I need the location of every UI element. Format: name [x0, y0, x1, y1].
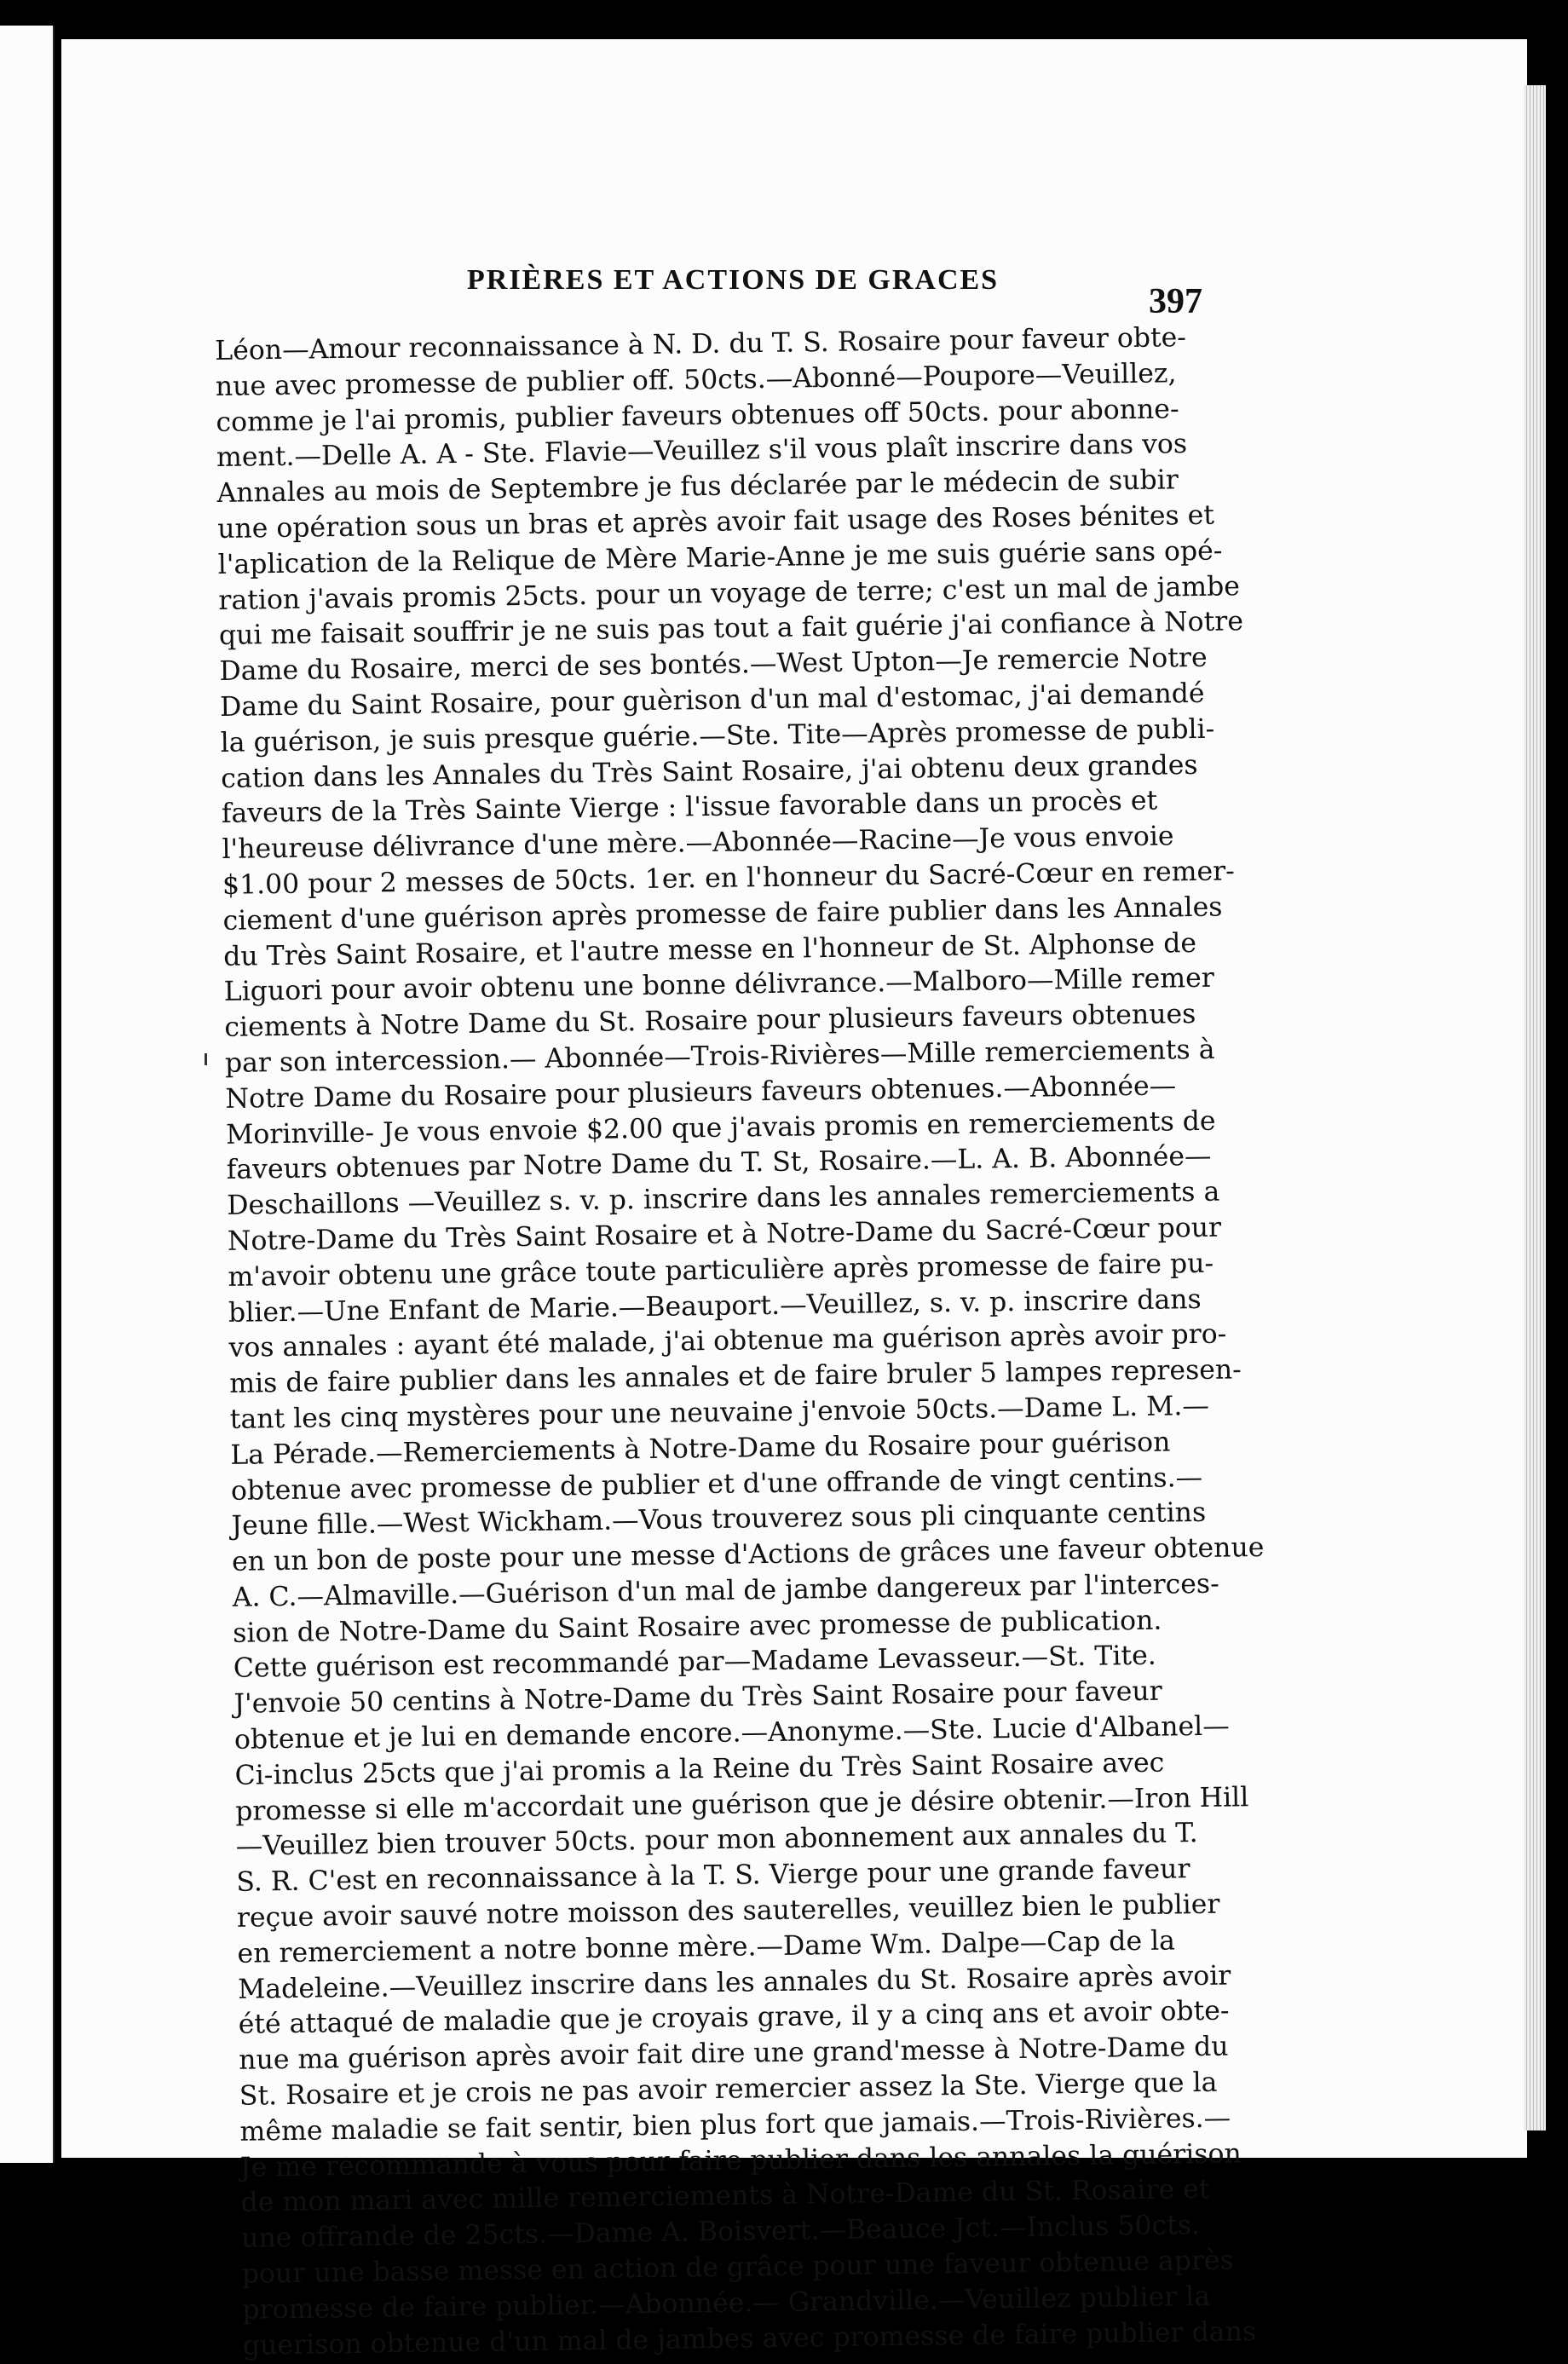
text-line: la guérison, je suis presque guérie.—Ste. Tite—Après promesse de publi-: [220, 713, 1215, 758]
text-line: Notre-Dame du Très Saint Rosaire et à Notre-Dame du Sacré-Cœur pour: [227, 1212, 1222, 1257]
text-line: reçue avoir sauvé notre moisson des sauterelles, veuillez bien le publier: [236, 1888, 1220, 1934]
text-line: l'heureuse délivrance d'une mère.—Abonnée—Racine—Je vous envoie: [222, 821, 1174, 866]
text-line: promesse si elle m'accordait une guérison que je désire obtenir.—Iron Hill: [234, 1781, 1249, 1827]
text-line: faveurs obtenues par Notre Dame du T. St, Rosaire.—L. A. B. Abonnée—: [226, 1141, 1212, 1186]
text-line: une opération sous un bras et après avoir fait usage des Roses bénites et: [216, 499, 1215, 545]
text-line: même maladie se fait sentir, bien plus fort que jamais.—Trois-Rivières.—: [239, 2102, 1231, 2148]
text-line: St. Rosaire et je crois ne pas avoir remercier assez la Ste. Vierge que la: [239, 2067, 1218, 2112]
text-line: Je me recommande à vous pour faire publier dans les annales la guérison: [239, 2138, 1242, 2183]
text-line: nue ma guérison après avoir fait dire une grand'messe à Notre-Dame du: [239, 2031, 1229, 2077]
text-line: comme je l'ai promis, publier faveurs obtenues off 50cts. pour abonne-: [216, 393, 1179, 438]
text-line: Dame du Rosaire, merci de ses bontés.—West Upton—Je remercie Notre: [219, 642, 1208, 688]
text-line: été attaqué de maladie que je croyais grave, il y a cinq ans et avoir obte-: [238, 1996, 1230, 2041]
text-line: en un bon de poste pour une messe d'Actions de grâces une faveur obtenue: [231, 1532, 1265, 1577]
text-line: vos annales : ayant été malade, j'ai obtenue ma guérison après avoir pro-: [228, 1318, 1227, 1364]
text-line: blier.—Une Enfant de Marie.—Beauport.—Veuillez, s. v. p. inscrire dans: [228, 1283, 1202, 1329]
text-line: cation dans les Annales du Très Saint Rosaire, j'ai obtenu deux grandes: [221, 749, 1198, 794]
text-line: l'aplication de la Relique de Mère Marie-Anne je me suis guérie sans opé-: [217, 535, 1223, 580]
text-line: Léon—Amour reconnaissance à N. D. du T. S. Rosaire pour faveur obte-: [215, 322, 1187, 366]
text-line: par son intercession.— Abonnée—Trois-Rivières—Mille remerciements à: [224, 1034, 1215, 1079]
text-line: nue avec promesse de publier off. 50cts.—Abonné—Poupore—Veuillez,: [215, 358, 1177, 402]
text-line: obtenue et je lui en demande encore.—Anonyme.—Ste. Lucie d'Albanel—: [233, 1710, 1230, 1756]
text-line: La Pérade.—Remerciements à Notre-Dame du Rosaire pour guérison: [230, 1427, 1171, 1471]
text-line: pour une basse messe en action de grâce pour une faveur obtenue après: [241, 2245, 1234, 2290]
text-line: guerison obtenue d'un mal de jambes avec promesse de faire publier dans: [242, 2315, 1257, 2361]
text-line: mis de faire publier dans les annales et de faire bruler 5 lampes represen-: [228, 1354, 1242, 1399]
text-line: ration j'avais promis 25cts. pour un voyage de terre; c'est un mal de jambe: [218, 570, 1241, 616]
text-line: Deschaillons —Veuillez s. v. p. inscrire dans les annales remerciements a: [227, 1176, 1220, 1222]
text-line: une offrande de 25cts.—Dame A. Boisvert.—Beauce Jct.—Inclus 50cts.: [240, 2210, 1201, 2255]
text-line: $1.00 pour 2 messes de 50cts. 1er. en l'honneur du Sacré-Cœur en remer-: [222, 856, 1236, 901]
text-line: Madeleine.—Veuillez inscrire dans les annales du St. Rosaire après avoir: [237, 1960, 1231, 2005]
text-line: Notre Dame du Rosaire pour plusieurs faveurs obtenues.—Abonnée—: [225, 1070, 1177, 1115]
text-line: ment.—Delle A. A - Ste. Flavie—Veuillez s'il vous plaît inscrire dans vos: [216, 429, 1188, 474]
text-line: J'envoie 50 centins à Notre-Dame du Très Saint Rosaire pour faveur: [233, 1675, 1162, 1721]
text-line: sion de Notre-Dame du Saint Rosaire avec promesse de publication.: [233, 1605, 1162, 1649]
text-line: en remerciement a notre bonne mère.—Dame Wm. Dalpe—Cap de la: [237, 1925, 1176, 1969]
page-stack-edge: [1524, 85, 1546, 2130]
text-line: Morinville- Je vous envoie $2.00 que j'avais promis en remerciements de: [225, 1105, 1216, 1150]
page-number: 397: [1149, 282, 1202, 321]
text-line: promesse de faire publier.—Abonnée.— Grandville.—Veuillez publier la: [242, 2280, 1211, 2326]
text-line: S. R. C'est en reconnaissance à la T. S. Vierge pour une grande faveur: [236, 1854, 1190, 1899]
running-head: PRIÈRES ET ACTIONS DE GRACES: [467, 264, 1000, 296]
text-line: ciements à Notre Dame du St. Rosaire pour plusieurs faveurs obtenues: [224, 999, 1196, 1044]
text-line: Cette guérison est recommandé par—Madame Levasseur.—St. Tite.: [233, 1640, 1156, 1685]
text-line: de mon mari avec mille remerciements à Notre-Dame du St. Rosaire et: [240, 2174, 1210, 2219]
text-line: Annales au mois de Septembre je fus déclarée par le médecin de subir: [216, 464, 1179, 510]
text-line: du Très Saint Rosaire, et l'autre messe en l'honneur de St. Alphonse de: [222, 927, 1197, 972]
text-line: ciement d'une guérison après promesse de faire publier dans les Annales: [222, 891, 1223, 937]
margin-mark: [205, 1053, 207, 1065]
text-line: Ci-inclus 25cts que j'ai promis a la Reine du Très Saint Rosaire avec: [234, 1747, 1165, 1791]
text-line: m'avoir obtenu une grâce toute particulière après promesse de faire pu-: [228, 1248, 1214, 1293]
text-line: faveurs de la Très Sainte Vierge : l'issue favorable dans un procès et: [221, 785, 1158, 830]
text-line: Liguori pour avoir obtenu une bonne délivrance.—Malboro—Mille remer: [223, 963, 1215, 1008]
text-line: obtenue avec promesse de publier et d'une offrande de vingt centins.—: [230, 1462, 1203, 1507]
text-line: qui me faisait souffrir je ne suis pas tout a fait guérie j'ai confiance à Notre: [218, 606, 1244, 652]
text-line: Jeune fille.—West Wickham.—Vous trouverez sous pli cinquante centins: [231, 1497, 1207, 1542]
facing-page-edge: [0, 26, 55, 2163]
text-line: A. C.—Almaville.—Guérison d'un mal de jambe dangereux par l'interces-: [232, 1568, 1219, 1613]
body-text: [215, 320, 1265, 2364]
text-line: tant les cinq mystères pour une neuvaine j'envoie 50cts.—Dame L. M.—: [229, 1390, 1210, 1435]
text-line: Dame du Saint Rosaire, pour guèrison d'un mal d'estomac, j'ai demandé: [219, 677, 1205, 723]
text-line: —Veuillez bien trouver 50cts. pour mon abonnement aux annales du T.: [235, 1818, 1198, 1863]
